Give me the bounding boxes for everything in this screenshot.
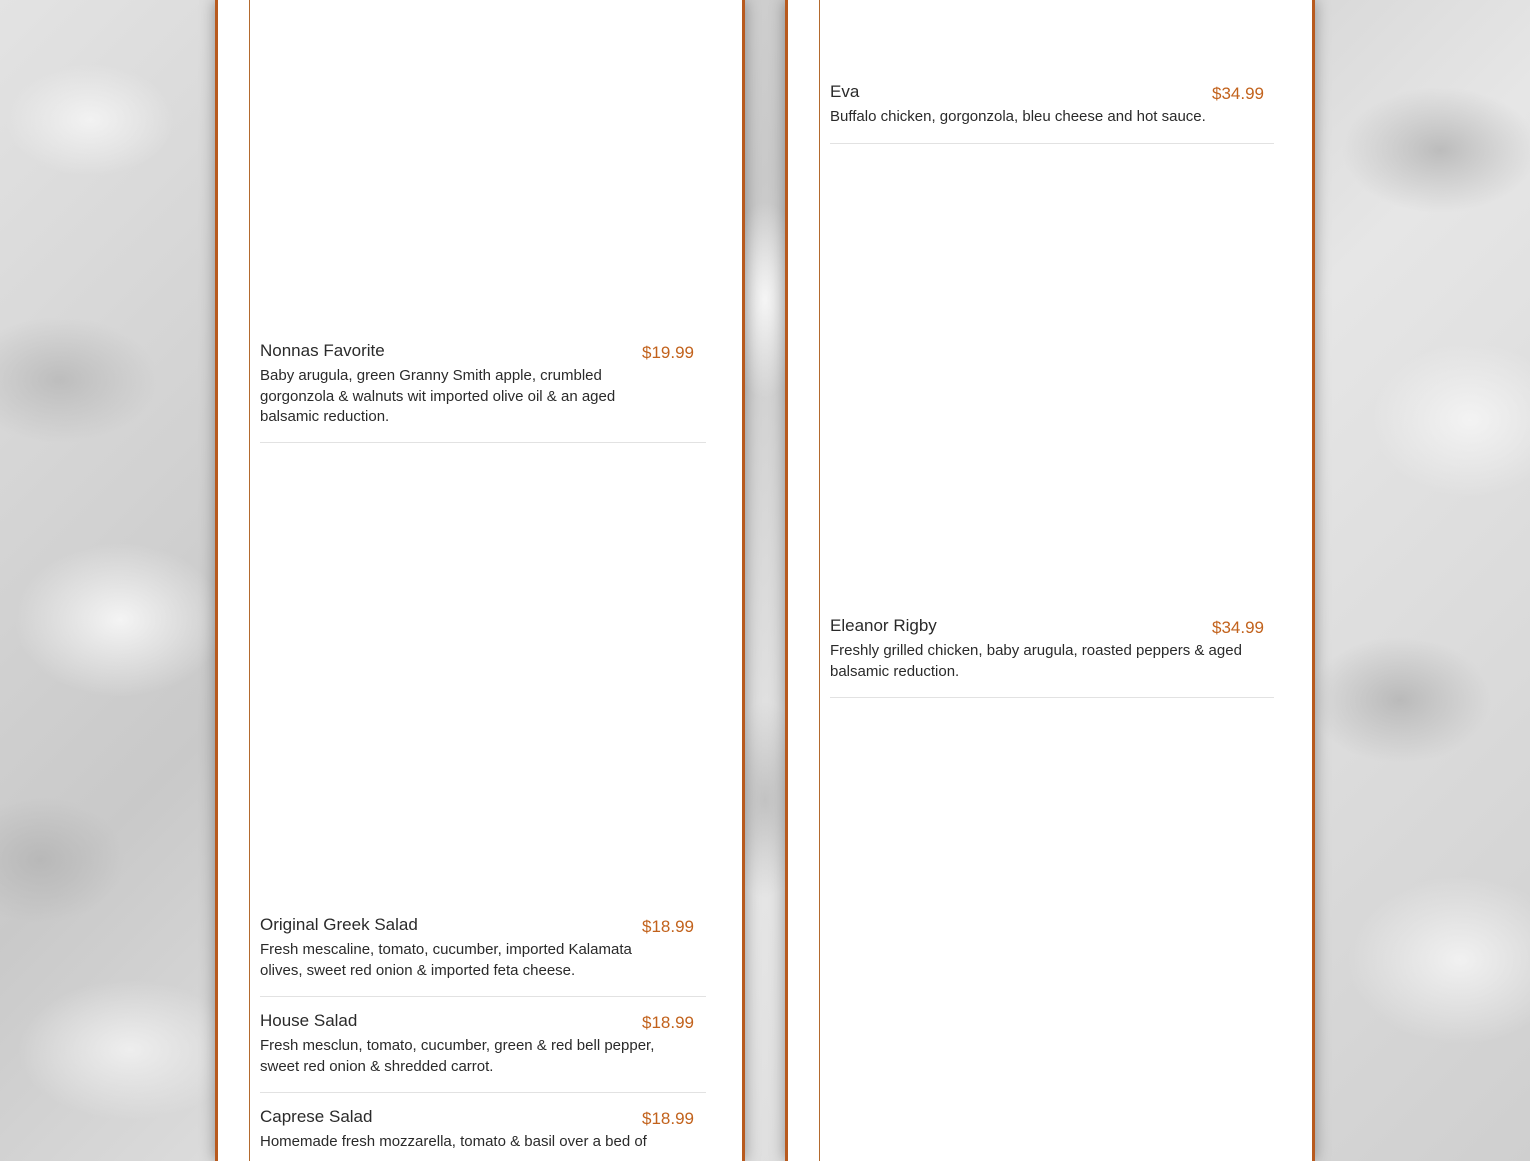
menu-item-name: Eleanor Rigby [830,616,937,635]
menu-item-price: $34.99 [1212,618,1264,637]
menu-item-description: Homemade fresh mozzarella, tomato & basil over a bed of [260,1133,647,1150]
menu-item[interactable] [260,1106,706,1161]
menu-item-name: House Salad [260,1011,358,1030]
menu-item-price: $34.99 [1212,84,1264,103]
menu-item-description: Baby arugula, green Granny Smith apple, crumbled gorgonzola & walnuts wit imported olive oil & an aged balsamic reduction. [260,367,616,425]
panel-inner-border [249,0,250,1161]
menu-panel-left [215,0,745,1161]
menu-item[interactable] [260,1010,706,1093]
menu-item-description: Buffalo chicken, gorgonzola, bleu cheese and hot sauce. [830,108,1206,125]
menu-item-description: Fresh mescaline, tomato, cucumber, imported Kalamata olives, sweet red onion & imported feta cheese. [260,941,632,979]
menu-item[interactable] [830,81,1274,144]
panel-inner-border [819,0,820,1161]
menu-item-price: $18.99 [642,1109,694,1128]
menu-item-name: Nonnas Favorite [260,341,385,360]
menu-item-description: Fresh mesclun, tomato, cucumber, green & red bell pepper, sweet red onion & shredded carrot. [260,1037,655,1075]
menu-item[interactable] [260,914,706,997]
menu-item-name: Caprese Salad [260,1107,373,1126]
menu-item-price: $18.99 [642,917,694,936]
menu-item-price: $19.99 [642,343,694,362]
menu-item-name: Original Greek Salad [260,915,418,934]
menu-item[interactable] [260,340,706,443]
menu-item-description: Freshly grilled chicken, baby arugula, roasted peppers & aged balsamic reduction. [830,642,1242,680]
menu-item[interactable] [830,615,1274,698]
menu-panel-right [785,0,1315,1161]
menu-item-name: Eva [830,82,860,101]
menu-item-price: $18.99 [642,1013,694,1032]
